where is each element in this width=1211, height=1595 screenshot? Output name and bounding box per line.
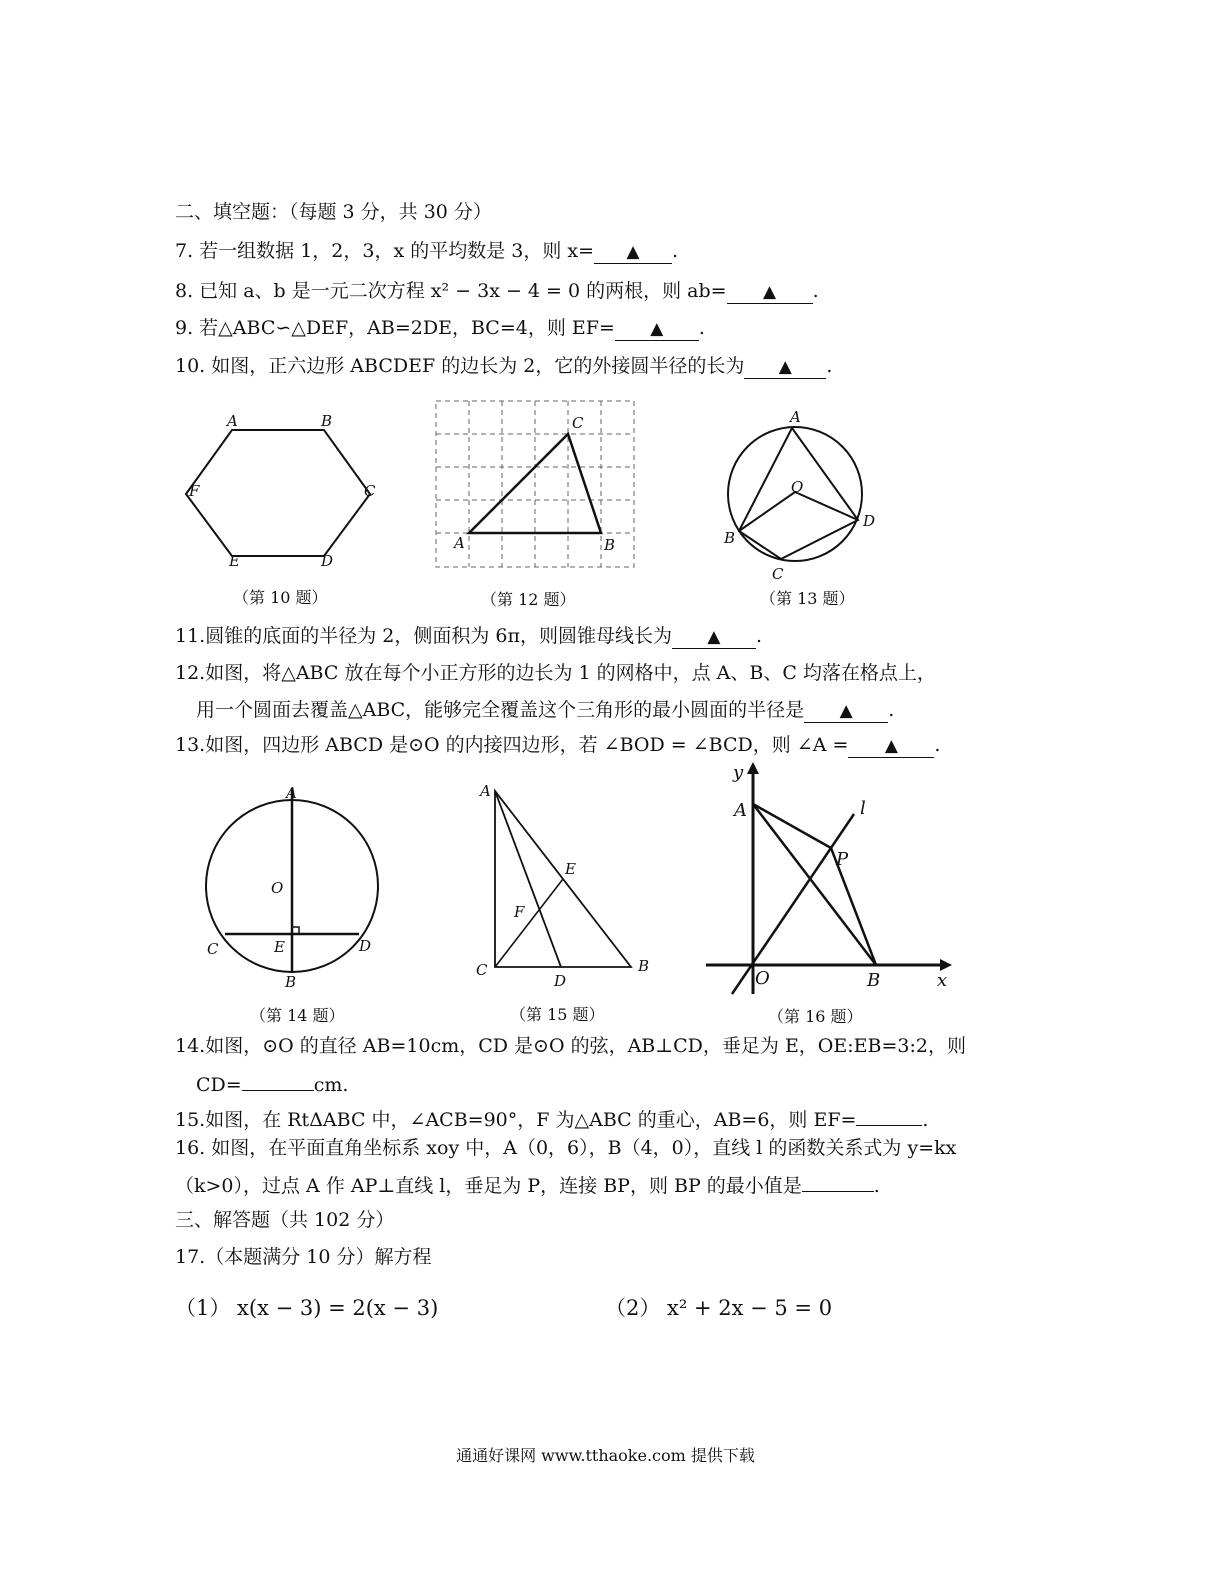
answer-triangle-icon: ▲ (778, 357, 792, 377)
section-title-fill-blank: 二、填空题：（每题 3 分，共 30 分） (175, 201, 492, 223)
question-12-end: . (888, 699, 895, 721)
question-9 (175, 316, 705, 341)
question-8 (175, 279, 819, 304)
answer-triangle-icon: ▲ (884, 736, 898, 756)
question-7 (175, 239, 678, 264)
answer-blank-9 (615, 318, 699, 341)
question-14-text: CD= (196, 1074, 242, 1096)
answer-triangle-icon: ▲ (839, 701, 853, 721)
question-7-text: 7. 若一组数据 1，2，3，x 的平均数是 3，则 x= (175, 240, 595, 262)
fig14-label-o: O (271, 879, 284, 897)
caption-figure-16: （第 16 题） (768, 1007, 863, 1026)
fig14-label-b: B (285, 973, 297, 991)
fig10-label-d: D (321, 552, 334, 570)
fig16-label-y: y (733, 762, 744, 783)
answer-triangle-icon: ▲ (626, 242, 640, 262)
fig14-label-c: C (207, 940, 219, 958)
caption-figure-14: （第 14 题） (250, 1006, 345, 1025)
answer-triangle-icon: ▲ (650, 319, 664, 339)
answer-blank-12 (804, 700, 888, 723)
question-16-line-2 (175, 1169, 880, 1198)
question-10-text: 10. 如图，正六边形 ABCDEF 的边长为 2，它的外接圆半径的长为 (175, 355, 745, 377)
question-9-end: . (698, 317, 705, 339)
figure-15-right-triangle (470, 778, 660, 988)
answer-blank-13 (848, 735, 934, 758)
caption-figure-10: （第 10 题） (233, 588, 328, 607)
answer-blank-8 (727, 281, 813, 304)
question-11-end: . (755, 625, 763, 647)
figure-14-circle-chord (198, 776, 383, 998)
fig15-label-d: D (554, 972, 567, 988)
question-13 (175, 733, 940, 758)
caption-figure-12: （第 12 题） (481, 590, 576, 609)
fig15-label-e: E (565, 860, 576, 878)
answer-blank-10 (744, 356, 826, 379)
answer-blank-16 (802, 1169, 874, 1192)
question-12-line-2 (196, 698, 894, 723)
fig13-label-b: B (724, 529, 736, 547)
question-7-end: . (672, 240, 679, 262)
fig16-label-l: l (860, 798, 866, 819)
caption-figure-15: （第 15 题） (510, 1005, 605, 1024)
fig13-label-c: C (772, 565, 784, 583)
question-11 (175, 624, 762, 649)
question-11-text: 11.圆锥的底面的半径为 2，侧面积为 6π，则圆锥母线长为 (175, 625, 672, 647)
fig16-label-b: B (867, 970, 881, 991)
fig10-label-a: A (227, 412, 238, 430)
fig15-label-a: A (480, 782, 491, 800)
y-axis-arrow-icon (747, 762, 759, 774)
fig10-label-b: B (321, 412, 333, 430)
answer-triangle-icon: ▲ (763, 282, 777, 302)
fig13-label-o: O (791, 478, 804, 496)
fig16-label-a: A (734, 800, 747, 821)
fig12-label-c: C (572, 414, 584, 432)
fig14-label-d: D (359, 937, 372, 955)
answer-blank-7 (594, 241, 672, 264)
question-15-end: . (922, 1109, 929, 1131)
fig14-label-a: A (286, 784, 297, 802)
question-17-part-1: （1） x(x − 3) = 2(x − 3) (175, 1296, 439, 1320)
figure-16-coordinate-plane (700, 756, 960, 998)
answer-blank-14 (242, 1068, 314, 1091)
fig12-label-b: B (604, 536, 616, 554)
fig15-label-f: F (514, 903, 525, 921)
question-10-end: . (826, 355, 833, 377)
answer-triangle-icon: ▲ (707, 627, 721, 647)
question-16-text: （k>0），过点 A 作 AP⊥直线 l，垂足为 P，连接 BP，则 BP 的最小值是 (175, 1175, 802, 1197)
question-13-text: 13.如图，四边形 ABCD 是⊙O 的内接四边形，若 ∠BOD = ∠BCD，则 ∠A = (175, 734, 849, 756)
figure-10-hexagon (185, 408, 385, 578)
fig16-label-x: x (937, 970, 948, 991)
question-17-part-2: （2） x² + 2x − 5 = 0 (605, 1296, 833, 1320)
fig13-label-a: A (790, 408, 801, 426)
question-16-end: . (873, 1175, 880, 1197)
fig15-label-b: B (638, 957, 650, 975)
question-12-text: 用一个圆面去覆盖△ABC，能够完全覆盖这个三角形的最小圆面的半径是 (196, 699, 805, 721)
fig10-label-f: F (189, 482, 200, 500)
question-8-text: 8. 已知 a、b 是一元二次方程 x² − 3x − 4 = 0 的两根，则 ab= (175, 280, 727, 302)
question-13-end: . (934, 734, 941, 756)
question-8-end: . (812, 280, 819, 302)
fig16-label-o: O (755, 968, 770, 989)
figure-13-cyclic-quadrilateral (718, 404, 888, 584)
question-14-line-1: 14.如图，⊙O 的直径 AB=10cm，CD 是⊙O 的弦，AB⊥CD，垂足为 E，OE:EB=3:2，则 (175, 1035, 966, 1057)
fig14-label-e: E (274, 938, 285, 956)
fig10-label-e: E (229, 552, 240, 570)
fig15-label-c: C (476, 961, 488, 979)
fig16-label-p: P (836, 849, 849, 870)
question-12-line-1: 12.如图，将△ABC 放在每个小正方形的边长为 1 的网格中，点 A、B、C 均落在格点上， (175, 662, 936, 684)
page-footer: 通通好课网 www.tthaoke.com 提供下载 (456, 1446, 755, 1465)
question-17-title: 17.（本题满分 10 分）解方程 (175, 1246, 432, 1268)
answer-blank-11 (672, 626, 756, 649)
question-14-line-2 (196, 1068, 348, 1097)
question-16-line-1: 16. 如图，在平面直角坐标系 xoy 中，A（0，6），B（4，0），直线 l 的函数关系式为 y=kx (175, 1137, 957, 1159)
fig12-label-a: A (454, 534, 465, 552)
question-15 (175, 1103, 928, 1132)
fig10-label-c: C (364, 482, 376, 500)
question-15-text: 15.如图，在 RtΔABC 中，∠ACB=90°，F 为△ABC 的重心，AB=6，则 EF= (175, 1109, 857, 1131)
question-9-text: 9. 若△ABC∽△DEF，AB=2DE，BC=4，则 EF= (175, 317, 615, 339)
question-10 (175, 354, 832, 379)
fig13-label-d: D (863, 512, 876, 530)
figure-12-grid-triangle (430, 398, 640, 570)
question-14-end: cm. (313, 1074, 349, 1096)
answer-blank-15 (856, 1103, 922, 1126)
caption-figure-13: （第 13 题） (760, 589, 855, 608)
section-title-solutions: 三、解答题（共 102 分） (175, 1209, 395, 1231)
